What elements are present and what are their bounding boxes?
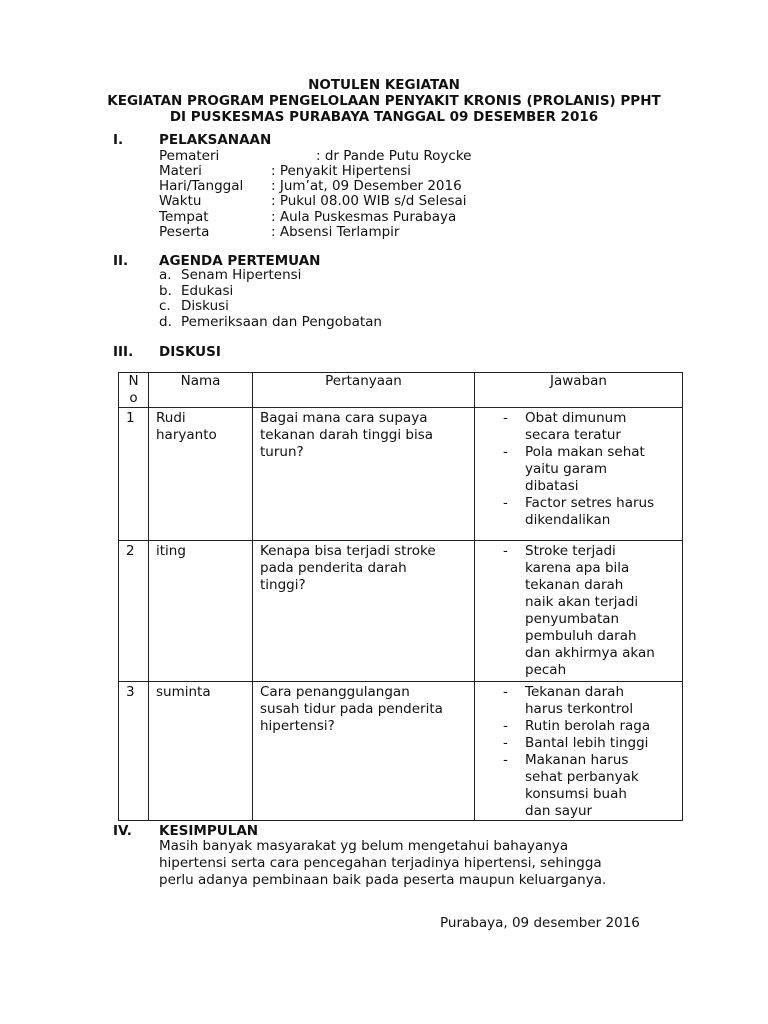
- info-label: Hari/Tanggal: [159, 178, 244, 194]
- agenda-item: d. Pemeriksaan dan Pengobatan: [159, 313, 382, 330]
- doc-subtitle-location: DI PUSKESMAS PURABAYA TANGGAL 09 DESEMBER 2016: [169, 109, 599, 125]
- info-label: Tempat: [159, 209, 209, 225]
- col-header-jawaban: Jawaban: [475, 373, 683, 408]
- row-pertanyaan: Kenapa bisa terjadi stroke pada penderita darah tinggi?: [260, 543, 436, 593]
- agenda-item: b. Edukasi: [159, 282, 234, 299]
- info-row-peserta: [159, 225, 399, 240]
- col-header-pertanyaan: Pertanyaan: [253, 373, 475, 408]
- answer-item: - Tekanan darah harus terkontrol: [475, 684, 682, 718]
- discussion-table: [118, 372, 683, 821]
- info-label: Materi: [159, 163, 202, 179]
- agenda-item: c. Diskusi: [159, 298, 229, 314]
- answer-item: - Stroke terjadi karena apa bila tekanan darah naik akan terjadi penyumbatan pembuluh darah dan akhirmya akan pecah: [475, 543, 682, 679]
- section-4-title: KESIMPULAN: [159, 823, 259, 839]
- info-value: : Pukul 08.00 WIB s/d Selesai: [271, 193, 467, 209]
- section-2-title: AGENDA PERTEMUAN: [159, 253, 321, 269]
- info-label: Waktu: [159, 193, 202, 209]
- section-4-number: IV.: [113, 823, 132, 839]
- col-header-no: N o: [119, 373, 149, 408]
- table-header-row: [119, 373, 683, 408]
- row-nama: iting: [156, 543, 186, 559]
- agenda-item: a. Senam Hipertensi: [159, 267, 302, 283]
- section-1-title: PELAKSANAAN: [159, 132, 272, 148]
- conclusion-text: Masih banyak masyarakat yg belum mengetahui bahayanya hipertensi serta cara pencegahan terjadinya hipertensi, sehingga perlu adanya pembinaan baik pada peserta maupun keluarganya.: [159, 838, 607, 888]
- table-row: [119, 541, 683, 682]
- answer-item: - Obat dimunum secara teratur: [475, 410, 682, 444]
- doc-title: NOTULEN KEGIATAN: [308, 77, 460, 93]
- info-label: Pemateri: [159, 148, 220, 164]
- info-value: : Aula Puskesmas Purabaya: [271, 209, 457, 225]
- info-row-waktu: [159, 194, 467, 209]
- row-nama: Rudi haryanto: [156, 410, 217, 443]
- row-jawaban: [475, 408, 682, 529]
- answer-item: - Rutin berolah raga: [475, 718, 682, 735]
- section-1-number: I.: [113, 132, 124, 148]
- agenda-list: [159, 268, 382, 330]
- signoff-date: Purabaya, 09 desember 2016: [440, 915, 640, 931]
- table-row: [119, 408, 683, 541]
- section-2-number: II.: [113, 253, 129, 269]
- info-value: : dr Pande Putu Roycke: [316, 148, 472, 164]
- info-value: : Penyakit Hipertensi: [271, 163, 412, 179]
- row-nama: suminta: [156, 684, 211, 700]
- info-label: Peserta: [159, 224, 210, 240]
- section-3-title: DISKUSI: [159, 344, 221, 360]
- row-jawaban: [475, 682, 682, 820]
- info-row-hari-tanggal: [159, 179, 462, 194]
- info-row-pemateri: [159, 149, 471, 164]
- row-number: 1: [126, 410, 135, 426]
- row-pertanyaan: Bagai mana cara supaya tekanan darah tinggi bisa turun?: [260, 410, 434, 460]
- doc-subtitle-program: KEGIATAN PROGRAM PENGELOLAAN PENYAKIT KRONIS (PROLANIS) PPHT: [107, 93, 661, 109]
- info-row-tempat: [159, 210, 456, 225]
- table-row: [119, 682, 683, 821]
- row-jawaban: [475, 541, 682, 679]
- answer-item: - Pola makan sehat yaitu garam dibatasi: [475, 444, 682, 495]
- section-3-number: III.: [113, 344, 134, 360]
- answer-item: - Factor setres harus dikendalikan: [475, 495, 682, 529]
- answer-item: - Bantal lebih tinggi: [475, 735, 682, 752]
- col-header-nama: Nama: [149, 373, 253, 408]
- answer-item: - Makanan harus sehat perbanyak konsumsi buah dan sayur: [475, 752, 682, 820]
- row-number: 3: [126, 684, 135, 700]
- info-value: : Absensi Terlampir: [271, 224, 400, 240]
- info-value: : Jum’at, 09 Desember 2016: [271, 178, 462, 194]
- row-pertanyaan: Cara penanggulangan susah tidur pada penderita hipertensi?: [260, 684, 443, 734]
- info-row-materi: [159, 164, 411, 179]
- row-number: 2: [126, 543, 135, 559]
